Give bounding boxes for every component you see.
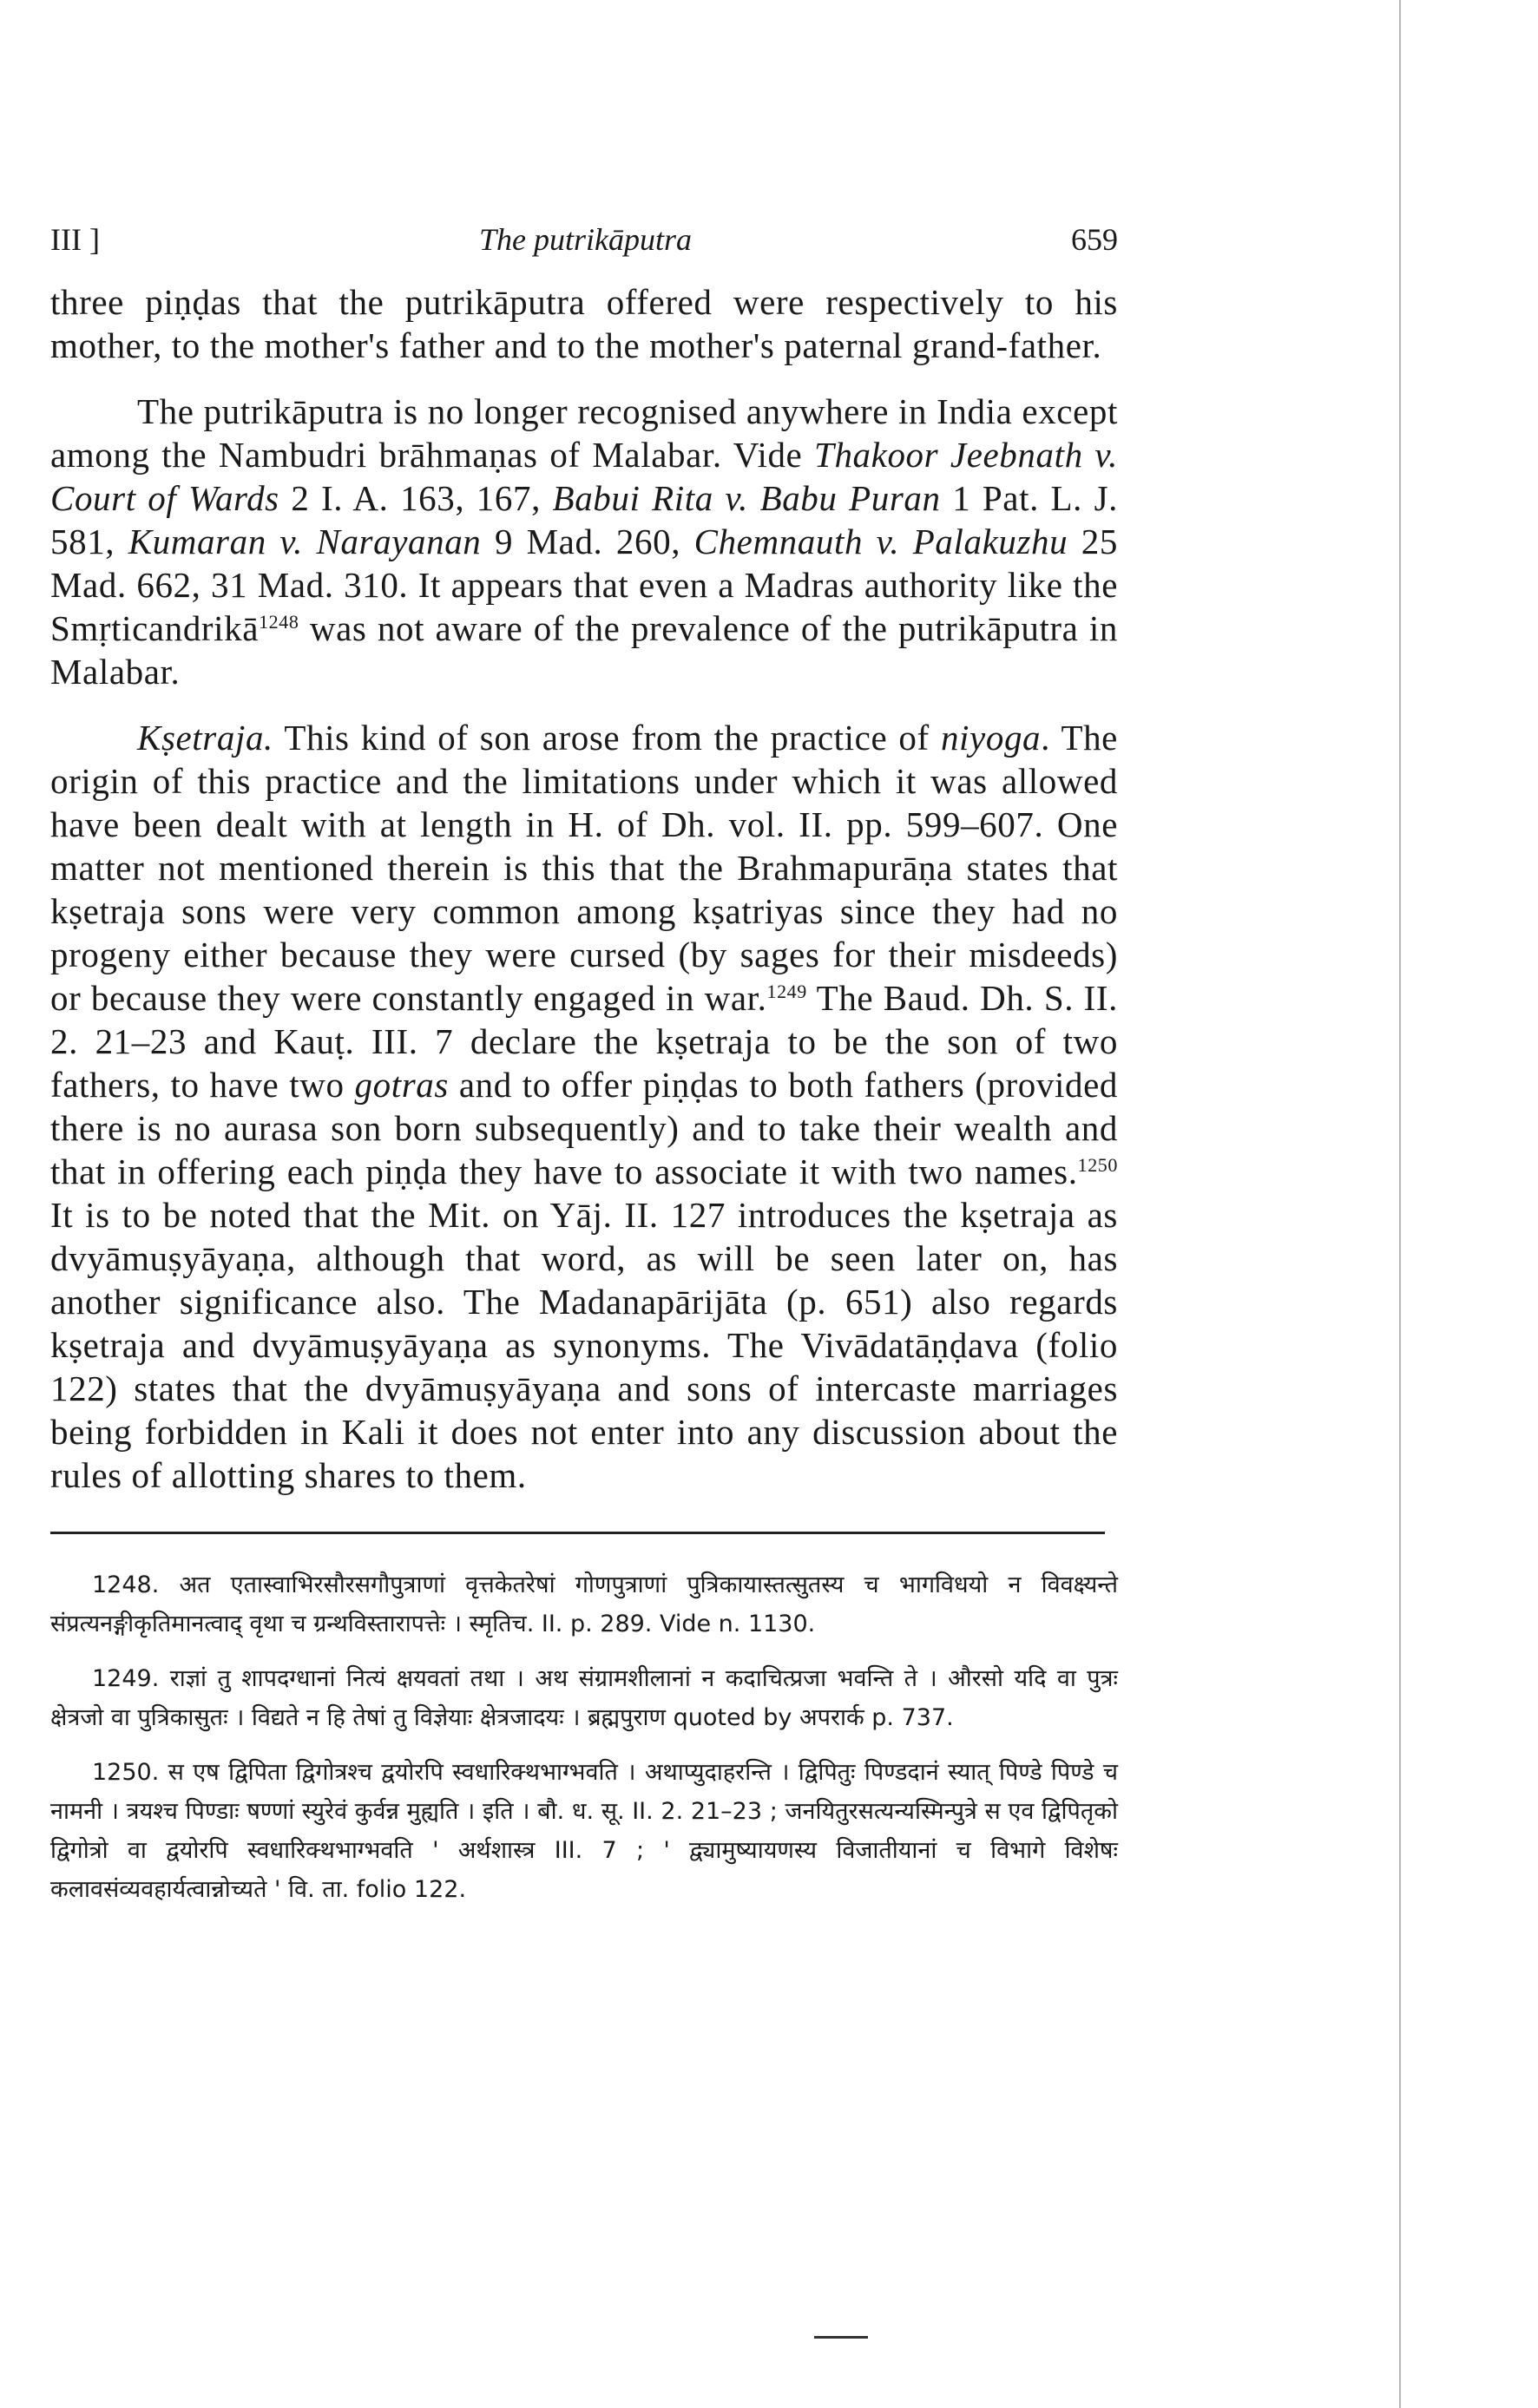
footnote-ref-1249[interactable]: 1249 <box>766 981 807 1002</box>
running-header <box>50 221 1118 258</box>
text-run: 1 Pat. L. J. 581, <box>50 478 1118 561</box>
page-edge-line <box>1399 0 1401 2408</box>
footnote-ref-1248[interactable]: 1248 <box>259 611 299 633</box>
text-run: . The origin of this practice and the limitations under which it was allowed have been dealt with at length in H. of Dh. vol. II. pp. 599–607. One matter not mentioned therein is this that the Brahmapurāṇa states that kṣetraja sons were very common among kṣatriyas since they had no progeny either because they were cursed (by sages for their misdeeds) or because they were constantly engaged in war. <box>50 718 1118 1018</box>
case-citation: Babui Rita v. Babu Puran <box>552 478 941 518</box>
case-citation: Thakoor Jeebnath v. Court of Wards <box>50 435 1118 518</box>
footnote-1250 <box>50 1753 1118 1909</box>
footnote-text: राज्ञां तु शापदग्धानां नित्यं क्षयवतां तथा । अथ संग्रामशीलानां न कदाचित्प्रजा भवन्ति ते । औरसो यदि वा पुत्रः क्षेत्रजो वा पुत्रिकासुतः । विद्यते न हि तेषां तु विज्ञेयाः क्षेत्रजादयः । ब्रह्मपुराण quoted by अपरार्क p. 737. <box>50 1665 1118 1731</box>
footnote-1248 <box>50 1565 1118 1644</box>
footnote-1249 <box>50 1659 1118 1737</box>
paragraph-1: three piṇḍas that the putrikāputra offered were respectively to his mother, to the mother's father and to the mother's paternal grand-father. <box>50 282 1118 365</box>
text-run: 2 I. A. 163, 167, <box>279 478 553 518</box>
text-run: The Baud. Dh. S. II. 2. 21–23 and Kauṭ. III. 7 declare the kṣetraja to be the son of two fathers, to have two <box>50 978 1118 1105</box>
case-citation: Kumaran v. Narayanan <box>128 522 482 561</box>
text-run: This kind of son arose from the practice of <box>273 718 941 758</box>
footnote-ref-1250[interactable]: 1250 <box>1077 1154 1118 1176</box>
footnote-text: स एष द्विपिता द्विगोत्रश्च द्वयोरपि स्वधारिक्थभाग्भवति । अथाप्युदाहरन्ति । द्विपितुः पिण्डदानं स्यात् पिण्डे पिण्डे च नामनी । त्रयश्च पिण्डाः षण्णां स्युरेवं कुर्वन्न मुह्यति । इति । बौ. ध. सू. II. 2. 21–23 ; जनयितुरसत्यन्यस्मिन्पुत्रे स एव द्विपितृको द्विगोत्रो वा द्वयोरपि स्वधारिक्थभाग्भवति ' अर्थशास्त्र III. 7 ; ' द्व्यामुष्यायणस्य विजातीयानां च विभागे विशेषः कलावसंव्यवहार्यत्वान्नोच्यते ' वि. ता. folio 122. <box>50 1759 1118 1903</box>
text-run: It is to be noted that the Mit. on Yāj. II. 127 introduces the kṣetraja as dvyāmuṣyāyaṇa, although that word, as will be seen later on, has another significance also. The Madanapārijāta (p. 651) also regards kṣetraja and dvyāmuṣyāyaṇa as synonyms. The Vivādatāṇḍava (folio 122) states that the dvyāmuṣyāyaṇa and sons of intercaste marriages being forbidden in Kali it does not enter into any discussion about the rules of allotting shares to them. <box>50 1195 1118 1495</box>
footer-dash <box>814 2336 868 2339</box>
italic-term: niyoga <box>940 718 1042 758</box>
text-run: 9 Mad. 260, <box>481 522 694 561</box>
book-page <box>50 221 1118 1925</box>
footnote-number: 1250. <box>92 1759 160 1786</box>
text-run: was not aware of the prevalence of the putrikāputra in Malabar. <box>50 608 1118 692</box>
footnote-divider <box>50 1532 1105 1534</box>
footnote-number: 1248. <box>92 1571 160 1598</box>
paragraph-2 <box>50 390 1118 693</box>
footnote-text: अत एतास्वाभिरसौरसगौपुत्राणां वृत्तकेतरेषां गोणपुत्राणां पुत्रिकायास्तत्सुतस्य च भागविधयो न विवक्ष्यन्ते संप्रत्यनङ्गीकृतिमानत्वाद् वृथा च ग्रन्थविस्तारापत्तेः । स्मृतिच. II. p. 289. Vide n. 1130. <box>50 1571 1118 1637</box>
text-run: 25 Mad. 662, 31 Mad. 310. It appears that even a Madras authority like the Smṛticandrikā <box>50 522 1118 648</box>
paragraph-3 <box>50 716 1118 1497</box>
case-citation: Chemnauth v. Palakuzhu <box>693 522 1068 561</box>
footnote-number: 1249. <box>92 1665 160 1692</box>
text-run: The putrikāputra is no longer recognised anywhere in India except among the Nambudri brāhmaṇas of Malabar. Vide <box>50 391 1118 475</box>
chapter-marker: III ] <box>50 222 100 257</box>
page-number: 659 <box>1071 222 1118 257</box>
italic-term: gotras <box>354 1065 449 1105</box>
term-heading: Kṣetraja. <box>137 718 273 758</box>
running-title: The putrikāputra <box>478 222 692 257</box>
text-run: and to offer piṇḍas to both fathers (provided there is no aurasa son born subsequently) and to take their wealth and that in offering each piṇḍa they have to associate it with two names. <box>50 1065 1118 1191</box>
